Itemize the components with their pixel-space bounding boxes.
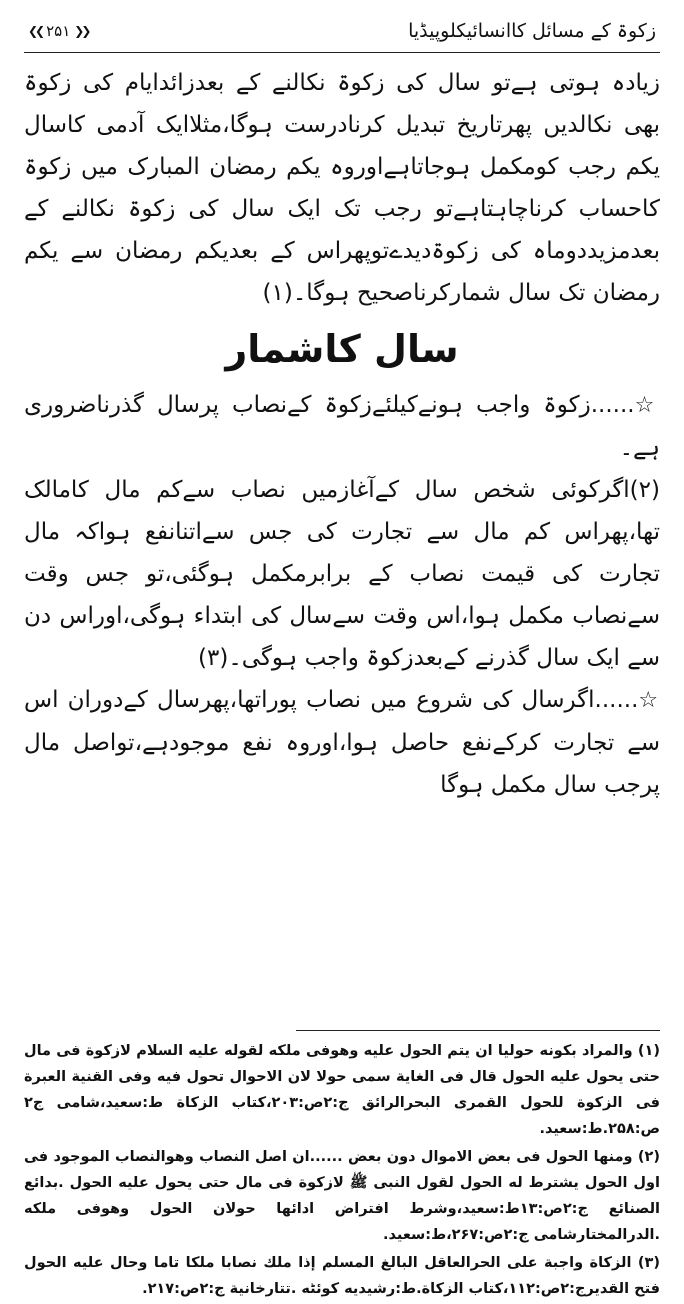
main-text [24, 62, 660, 806]
paragraph-2-text: ......زکوۃ واجب ہونےکیلئےزکوۃ کےنصاب پرسال گذرناضروری ہے۔ [24, 392, 660, 461]
footnotes [24, 1038, 660, 1304]
ornament-left-icon: ❮❮ [28, 24, 43, 38]
star-icon: ☆ [634, 393, 660, 418]
paragraph-3: (۲)اگرکوئی شخص سال کےآغازمیں نصاب سےکم مال کامالک تھا،پھراس کم مال سے تجارت کی جس سےاتنانفع ہواکہ مال تجارت کی قیمت نصاب کے برابرمکمل ہوگئی،تو جس وقت سےنصاب مکمل ہوا،اس وقت سےسال کی ابتداء ہوگی،اوراس دن سے ایک سال گذرنے کےبعدزکوۃ واجب ہوگی۔(۳) [24, 477, 660, 671]
section-heading: سال کاشمار [225, 327, 459, 371]
page-number: ۲۵۱ [46, 22, 71, 40]
paragraph-4 [24, 679, 660, 806]
footnote-3: (۳) الزكاة واجبة على الحرالعاقل البالغ المسلم إذا ملك نصابا ملكا تاما وحال عليه الحول فتح القديرج:۲ص:۱۱۲،كتاب الزكاة.ط:رشيديه كوئٹه .تتارخانية ج:۲ص:۲۱۷. [24, 1255, 660, 1297]
paragraph-2 [24, 384, 660, 469]
page-number-box [28, 18, 88, 44]
paragraph-4-text: ......اگرسال کی شروع میں نصاب پوراتھا،پھرسال کےدوران اس سے تجارت کرکےنفع حاصل ہوا،اوروہ نفع موجودہے،تواصل مال پرجب سال مکمل ہوگا [24, 687, 660, 798]
footnote-2: (۲) ومنها الحول فى بعض الاموال دون بعض ......ان اصل النصاب وهوالنصاب الموجود فى اول الحول يشترط له الحول لقول النبى ﷺ لازكوة فى مال حتى يحول عليه الحول .بدائع الصنائع ج:۲ص:۱۳ط:سعيد،وشرط افتراض ادائها حولان الحول وهوفى ملكه .الدرالمختارشامى ج:۲ص:۲۶۷،ط:سعيد. [24, 1149, 660, 1243]
footnote-1: (۱) والمراد بكونه حوليا ان يتم الحول عليه وهوفى ملكه لقوله عليه السلام لازكوة فى مال حتى يحول عليه الحول قال فى الغاية سمى حولا لان الاحوال تحول فيه وفى القنية العبرة فى الزكوة للحول القمرى البحرالرائق ج:۲ص:۲۰۳،كتاب الزكاة ط:سعيد،شامى ج۲ ص:۲۵۸.ط:سعيد. [24, 1043, 660, 1137]
footnote-rule [296, 1030, 660, 1031]
header-rule [24, 52, 660, 53]
running-title: زکوۃ کے مسائل کاانسائیکلوپیڈیا [408, 20, 656, 42]
page-header [24, 14, 660, 48]
paragraph-1: زیادہ ہوتی ہےتو سال کی زکوۃ نکالنے کے بعدزائدایام کی زکوۃ بھی نکالدیں پھرتاریخ تبدیل کرنادرست ہوگا،مثلاایک آدمی کاسال یکم رجب کومکمل ہوجاتاہےاوروہ یکم رمضان المبارک میں زکوۃ کاحساب کرناچاہتاہےتو رجب تک ایک سال کی زکوۃ نکالنے کے بعدمزیددوماہ کی زکوۃدیدےتوپھراس کے بعدیکم رمضان سے یکم رمضان تک سال شمارکرناصحیح ہوگا۔(۱) [24, 70, 660, 306]
ornament-right-icon: ❯❯ [74, 24, 89, 38]
star-icon: ☆ [638, 688, 660, 713]
